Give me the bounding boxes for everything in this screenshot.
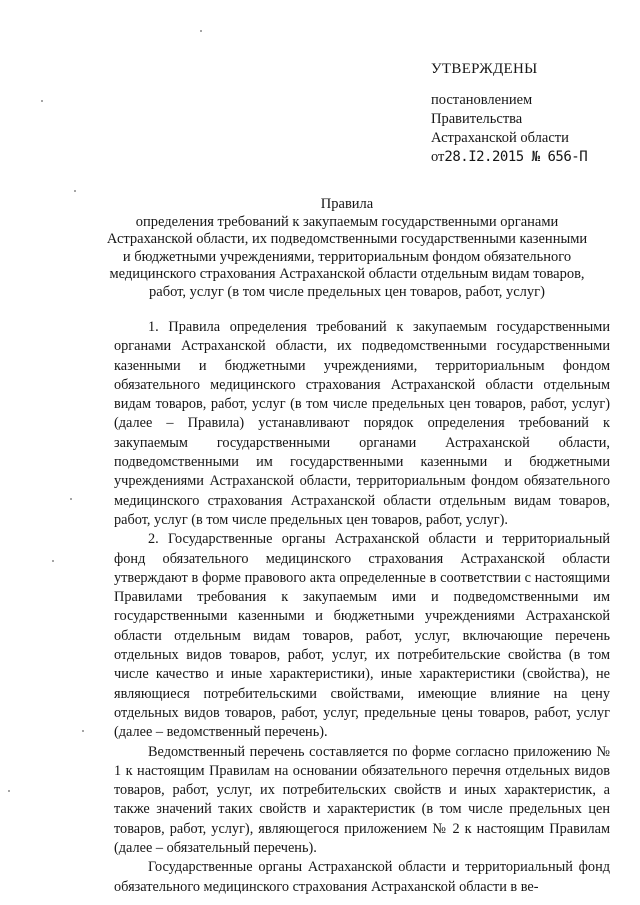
approval-line-region: Астраханской области bbox=[431, 130, 569, 146]
title-subtitle: определения требований к закупаемым государственными органами Астраханской области, их подведомственными государственными казенными и бюджетными учреждениями, территориальным фондом обязательного медицинского страхования Астраханской области отдельным видам товаров, работ, услуг (в том числе предельных цен товаров, работ, услуг) bbox=[106, 213, 588, 300]
scan-speck bbox=[8, 790, 10, 792]
approval-line-government: Правительства bbox=[431, 111, 523, 127]
scan-speck bbox=[52, 560, 54, 562]
title-main: Правила bbox=[320, 196, 374, 212]
paragraph-4: Государственные органы Астраханской области и территориальный фонд обязательного медицинского страхования Астраханской области в ве- bbox=[114, 859, 610, 895]
scan-speck bbox=[41, 100, 43, 102]
approval-decree-number bbox=[431, 148, 621, 167]
approval-heading: УТВЕРЖДЕНЫ bbox=[431, 61, 538, 77]
approval-line-decree: постановлением bbox=[431, 92, 533, 108]
document-body bbox=[114, 318, 610, 897]
scan-speck bbox=[200, 30, 202, 32]
paragraph-3: Ведомственный перечень составляется по форме согласно приложению № 1 к настоящим Правилам на основании обязательного перечня отдельных видов товаров, работ, услуг, их потребительских свойств и иных характеристик, а также значений таких свойств и характеристик (в том числе предельных цен товаров, работ, услуг), являющегося приложением № 2 к настоящим Правилам (далее – обязательный перечень). bbox=[114, 743, 610, 857]
scan-speck bbox=[74, 190, 76, 192]
decree-date-number: 28.I2.2015 № 656-П bbox=[444, 149, 588, 165]
approval-stamp bbox=[431, 60, 621, 167]
document-title bbox=[106, 196, 588, 302]
scan-speck bbox=[70, 498, 72, 500]
decree-prefix: от bbox=[431, 149, 445, 165]
paragraph-1: 1. Правила определения требований к закупаемым государственными органами Астраханской области, их подведомственными государственными казенными и бюджетными учреждениями, территориальным фондом обязательного медицинского страхования Астраханской области отдельным видам товаров, работ, услуг (в том числе предельных цен товаров, работ, услуг) (далее – Правила) устанавливают порядок определения требований к закупаемым государственными органами Астраханской области, подведомственными им государственными казенными и бюджетными учреждениями Астраханской области, территориальным фондом обязательного медицинского страхования Астраханской области отдельным видам товаров, работ, услуг (в том числе предельных цен товаров, работ, услуг). bbox=[114, 319, 610, 528]
scan-speck bbox=[82, 730, 84, 732]
paragraph-2: 2. Государственные органы Астраханской области и территориальный фонд обязательного медицинского страхования Астраханской области утверждают в форме правового акта определенные в соответствии с настоящими Правилами требования к закупаемым ими и подведомственными им государственными казенными и бюджетными учреждениями Астраханской области отдельным видам товаров, работ, услуг, включающие перечень отдельных видов товаров, работ, услуг, их потребительские свойства (в том числе качество и иные характеристики), иные характеристики (свойства), не являющиеся потребительскими свойствами, имеющие влияние на цену отдельных видов товаров, работ, услуг, предельные цены товаров, работ, услуг (далее – ведомственный перечень). bbox=[114, 531, 610, 741]
